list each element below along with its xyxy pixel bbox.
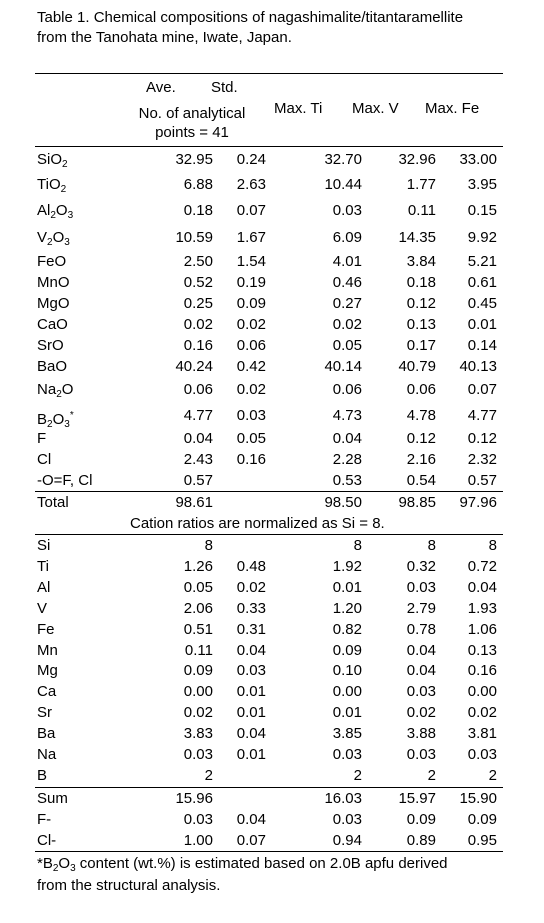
cell-ave: 32.95 [175, 151, 213, 168]
cell-max-v: 8 [427, 537, 436, 554]
cell-std: 0.04 [236, 810, 266, 828]
cell-ave: 0.11 [184, 641, 213, 659]
cell-max-ti: 32.70 [324, 151, 362, 168]
cell-max-v: 2.79 [406, 599, 436, 617]
formula-base: V [37, 229, 48, 246]
formula-tail: O [55, 202, 68, 219]
formula-sub: 2 [60, 184, 67, 195]
cell-std: 0.01 [236, 746, 266, 763]
cell-max-v: 0.09 [406, 810, 436, 828]
cell-max-v: 0.13 [406, 316, 436, 333]
cell-max-v: 0.06 [406, 381, 436, 398]
total-label: Total [37, 494, 69, 511]
oxide-row [35, 227, 503, 249]
formula-sub: 2 [62, 159, 68, 170]
cell-ave: 0.57 [183, 472, 213, 489]
formula-base: CaO [37, 316, 68, 333]
cell-std: 0.02 [236, 316, 266, 333]
cell-max-fe: 8 [488, 537, 497, 554]
cell-max-ti: 0.00 [332, 683, 362, 701]
cell-max-v: 4.78 [406, 407, 436, 424]
cell-max-fe: 0.57 [467, 472, 497, 489]
cell-ave: 0.06 [183, 381, 213, 398]
cell-max-ti: 40.14 [324, 358, 362, 375]
cell-max-v: 2 [427, 766, 436, 784]
cell-max-fe: 0.14 [467, 337, 497, 354]
cell-max-v: 32.96 [398, 151, 436, 168]
cell-ave: 0.51 [183, 620, 213, 638]
cell-max-ti: 1.20 [332, 599, 362, 617]
header-rule [35, 146, 503, 147]
cell-max-fe: 0.15 [467, 202, 497, 219]
oxide-row [35, 174, 503, 196]
cell-std: 0.07 [236, 202, 266, 219]
cell-std: 2.63 [236, 176, 266, 193]
row-label: V [37, 599, 48, 617]
cell-max-fe: 33.00 [459, 151, 497, 168]
cell-std: 0.19 [236, 274, 266, 291]
row-label: Ba [37, 725, 56, 743]
header-points-line1: No. of analytical [138, 105, 246, 122]
row-label: Si [37, 537, 51, 554]
cell-std: 0.31 [236, 620, 266, 638]
oxide-row [35, 272, 503, 294]
cell-ave: 2 [204, 766, 213, 784]
cell-max-ti: 10.44 [324, 176, 362, 193]
cell-std: 0.24 [236, 151, 266, 168]
cell-ave: 0.04 [183, 430, 213, 447]
formula-sub-2: 3 [67, 210, 74, 221]
oxide-row [35, 293, 503, 315]
cell-max-ti: 0.03 [332, 746, 362, 763]
cell-std: 0.07 [236, 831, 266, 849]
cell-max-fe: 9.92 [467, 229, 497, 246]
formula-base: F [37, 430, 47, 447]
cell-max-fe: 0.13 [467, 641, 497, 659]
cell-max-fe: 0.95 [467, 831, 497, 849]
cell-max-ti: 0.82 [332, 620, 362, 638]
cell-std: 1.54 [236, 253, 266, 270]
cell-std: 0.03 [236, 407, 266, 424]
cation-row [35, 681, 503, 703]
row-label: Cl- [37, 831, 57, 849]
cation-row [35, 535, 503, 557]
total-max-ti: 98.50 [324, 494, 362, 511]
cell-max-fe: 0.09 [467, 810, 497, 828]
cell-max-ti: 4.73 [332, 407, 362, 424]
oxide-row [35, 428, 503, 450]
row-label [37, 149, 68, 176]
row-label [37, 470, 92, 492]
cell-std: 0.04 [236, 725, 266, 743]
cation-row [35, 577, 503, 599]
cell-max-fe: 3.81 [467, 725, 497, 743]
total-row [35, 492, 503, 514]
cell-max-fe: 0.04 [467, 578, 497, 596]
row-label [37, 227, 70, 254]
header-max-v: Max. V [352, 100, 399, 117]
cell-max-v: 14.35 [398, 229, 436, 246]
formula-base: SrO [37, 337, 64, 354]
cell-std: 1.67 [236, 229, 266, 246]
cell-max-fe: 1.93 [467, 599, 497, 617]
row-label: B [37, 766, 48, 784]
cation-row [35, 619, 503, 641]
formula-base: Na [37, 381, 57, 398]
footnote-mid: O [58, 855, 71, 872]
cell-ave: 6.88 [183, 176, 213, 193]
cell-max-ti: 0.27 [332, 295, 362, 312]
cell-max-v: 15.97 [398, 790, 436, 807]
cell-max-ti: 6.09 [332, 229, 362, 246]
cell-max-ti: 0.06 [332, 381, 362, 398]
cell-max-v: 0.02 [406, 704, 436, 722]
cell-max-v: 0.89 [406, 831, 436, 849]
cell-max-fe: 3.95 [467, 176, 497, 193]
cation-note-row [35, 513, 503, 535]
total-ave: 98.61 [175, 494, 213, 511]
cell-std: 0.02 [236, 381, 266, 398]
cell-max-ti: 0.05 [332, 337, 362, 354]
cell-std: 0.48 [236, 557, 266, 575]
oxide-row [35, 335, 503, 357]
cell-ave: 8 [204, 537, 213, 554]
oxide-row [35, 356, 503, 378]
cell-max-v: 0.11 [407, 202, 436, 219]
formula-tail: O [52, 411, 65, 428]
cell-max-fe: 0.16 [467, 662, 497, 680]
cell-max-v: 3.84 [406, 253, 436, 270]
row-label: Fe [37, 620, 55, 638]
formula-base: -O=F, Cl [37, 472, 93, 489]
row-label: Al [37, 578, 51, 596]
cell-std: 0.06 [236, 337, 266, 354]
oxide-row [35, 470, 503, 492]
cell-max-fe: 0.01 [467, 316, 497, 333]
cell-std: 0.04 [236, 641, 266, 659]
formula-base: MgO [37, 295, 70, 312]
cell-max-v: 0.54 [406, 472, 436, 489]
oxide-row [35, 200, 503, 222]
cell-max-fe: 2 [488, 766, 497, 784]
cell-max-v: 0.32 [406, 557, 436, 575]
row-label [37, 335, 64, 357]
cell-std: 0.01 [236, 683, 266, 701]
cation-note: Cation ratios are normalized as Si = 8. [130, 515, 385, 532]
formula-base: Al [37, 202, 51, 219]
cell-max-v: 0.12 [406, 430, 436, 447]
cell-max-v: 1.77 [406, 176, 436, 193]
cell-max-ti: 0.03 [332, 202, 362, 219]
header-max-fe: Max. Fe [425, 100, 480, 117]
cell-max-ti: 0.01 [332, 704, 362, 722]
row-label: Ti [37, 557, 49, 575]
cell-max-ti: 2 [353, 766, 362, 784]
formula-base: TiO [37, 176, 61, 193]
cell-max-fe: 0.03 [467, 746, 497, 763]
cell-ave: 15.96 [175, 790, 213, 807]
caption-line-2: from the Tanohata mine, Iwate, Japan. [37, 29, 292, 46]
row-label [37, 356, 67, 378]
oxide-row [35, 149, 503, 171]
footnote-sub-1: 2 [52, 863, 59, 874]
cell-max-fe: 0.07 [467, 381, 497, 398]
formula-sub: 2 [47, 419, 53, 430]
cation-row [35, 744, 503, 766]
row-label [37, 428, 46, 450]
bottom-rule [35, 851, 503, 852]
cell-std: 0.02 [236, 578, 266, 596]
cell-max-v: 40.79 [398, 358, 436, 375]
footnote-sub-2: 3 [70, 863, 76, 874]
cell-max-v: 0.04 [406, 662, 436, 680]
formula-sup: * [69, 410, 74, 421]
cation-row [35, 765, 503, 787]
cell-ave: 0.05 [183, 578, 213, 596]
formula-base: FeO [37, 253, 67, 270]
cell-ave: 10.59 [175, 229, 213, 246]
row-label [37, 200, 73, 227]
cell-max-ti: 0.10 [332, 662, 362, 680]
cell-max-v: 0.12 [406, 295, 436, 312]
cell-max-ti: 0.04 [332, 430, 362, 447]
cell-ave: 4.77 [183, 407, 213, 424]
formula-sub: 2 [56, 389, 62, 400]
formula-base: SiO [37, 151, 63, 168]
formula-base: Cl [37, 451, 52, 468]
formula-base: B [37, 411, 48, 428]
cell-max-v: 0.17 [406, 337, 436, 354]
cell-max-fe: 1.06 [467, 620, 497, 638]
cell-ave: 2.50 [183, 253, 213, 270]
cell-max-v: 0.03 [406, 683, 436, 701]
cell-max-v: 0.18 [406, 274, 436, 291]
row-label: Mn [37, 641, 58, 659]
sum-row [35, 788, 503, 810]
cell-max-ti: 0.01 [332, 578, 362, 596]
cation-row [35, 660, 503, 682]
cell-ave: 1.00 [183, 831, 213, 849]
formula-tail: O [52, 229, 65, 246]
cell-max-ti: 0.03 [332, 810, 362, 828]
header-std: Std. [211, 79, 238, 96]
row-label [37, 174, 66, 201]
row-label [37, 272, 70, 294]
footnote-pre: *B [37, 855, 53, 872]
formula-sub-2: 3 [64, 419, 70, 430]
cell-max-ti: 0.46 [332, 274, 362, 291]
total-max-v: 98.85 [398, 494, 436, 511]
cell-ave: 0.02 [183, 316, 213, 333]
cell-ave: 1.26 [183, 557, 213, 575]
top-rule [35, 73, 503, 74]
footnote-line-2: from the structural analysis. [37, 877, 221, 894]
cell-max-ti: 8 [353, 537, 362, 554]
oxide-row [35, 405, 503, 430]
formula-tail: O [61, 381, 74, 398]
cell-std: 0.42 [236, 358, 266, 375]
cell-ave: 0.16 [183, 337, 213, 354]
sum-row [35, 809, 503, 831]
cell-max-fe: 0.02 [467, 704, 497, 722]
total-max-fe: 97.96 [459, 494, 497, 511]
cell-max-fe: 2.32 [467, 451, 497, 468]
cell-max-fe: 0.00 [467, 683, 497, 701]
cell-max-fe: 4.77 [467, 407, 497, 424]
cell-max-fe: 0.45 [467, 295, 497, 312]
formula-sub-2: 3 [64, 237, 70, 248]
cell-ave: 2.43 [183, 451, 213, 468]
row-label: Na [37, 746, 57, 763]
cell-ave: 0.02 [183, 704, 213, 722]
cell-max-fe: 5.21 [467, 253, 497, 270]
row-label: F- [37, 810, 52, 828]
caption-line-1: Table 1. Chemical compositions of nagashimalite/titantaramellite [37, 9, 464, 26]
cell-max-ti: 16.03 [324, 790, 362, 807]
cell-std: 0.01 [236, 704, 266, 722]
cell-max-v: 0.78 [406, 620, 436, 638]
cation-row [35, 640, 503, 662]
cell-std: 0.33 [236, 599, 266, 617]
cell-max-ti: 0.94 [332, 831, 362, 849]
cell-max-ti: 4.01 [332, 253, 362, 270]
cell-std: 0.05 [236, 430, 266, 447]
row-label [37, 379, 73, 406]
cell-max-v: 0.03 [406, 578, 436, 596]
formula-base: MnO [37, 274, 70, 291]
cell-ave: 0.52 [183, 274, 213, 291]
oxide-row [35, 314, 503, 336]
row-label: Sr [37, 704, 52, 722]
cell-max-ti: 0.02 [332, 316, 362, 333]
cell-std: 0.09 [236, 295, 266, 312]
table-caption [37, 8, 463, 48]
cell-max-v: 0.03 [406, 746, 436, 763]
row-label: Mg [37, 662, 58, 680]
cell-max-ti: 3.85 [332, 725, 362, 743]
cell-max-v: 0.04 [406, 641, 436, 659]
cell-max-v: 3.88 [406, 725, 436, 743]
oxide-row [35, 379, 503, 401]
footnote-post: content (wt.%) is estimated based on 2.0B apfu derived [75, 855, 448, 872]
cell-max-ti: 1.92 [332, 557, 362, 575]
cell-max-fe: 40.13 [459, 358, 497, 375]
cell-ave: 0.03 [183, 810, 213, 828]
formula-base: BaO [37, 358, 68, 375]
cation-row [35, 598, 503, 620]
oxide-row [35, 251, 503, 273]
cell-max-v: 2.16 [406, 451, 436, 468]
cell-ave: 3.83 [183, 725, 213, 743]
row-label [37, 314, 68, 336]
formula-sub: 2 [47, 237, 53, 248]
cell-std: 0.16 [236, 451, 266, 468]
row-label: Sum [37, 790, 68, 807]
cell-max-ti: 0.53 [332, 472, 362, 489]
cell-ave: 2.06 [183, 599, 213, 617]
cell-ave: 0.09 [183, 662, 213, 680]
cell-max-fe: 15.90 [459, 790, 497, 807]
oxide-row [35, 449, 503, 471]
cell-max-fe: 0.72 [467, 557, 497, 575]
header-ave: Ave. [146, 79, 176, 96]
cation-row [35, 556, 503, 578]
header-max-ti: Max. Ti [274, 100, 323, 117]
cell-max-fe: 0.61 [467, 274, 497, 291]
cell-ave: 40.24 [175, 358, 213, 375]
header-points-line2: points = 41 [155, 124, 229, 141]
cell-ave: 0.03 [183, 746, 213, 763]
cell-max-fe: 0.12 [467, 430, 497, 447]
cell-ave: 0.25 [183, 295, 213, 312]
cell-ave: 0.18 [183, 202, 213, 219]
cation-row [35, 723, 503, 745]
row-label [37, 449, 51, 471]
cell-std: 0.03 [236, 662, 266, 680]
cell-ave: 0.00 [183, 683, 213, 701]
formula-sub: 2 [50, 210, 56, 221]
cell-max-ti: 0.09 [332, 641, 362, 659]
row-label: Ca [37, 683, 57, 701]
row-label [37, 293, 70, 315]
sum-row [35, 830, 503, 852]
row-label [37, 251, 66, 273]
cell-max-ti: 2.28 [332, 451, 362, 468]
cation-row [35, 702, 503, 724]
